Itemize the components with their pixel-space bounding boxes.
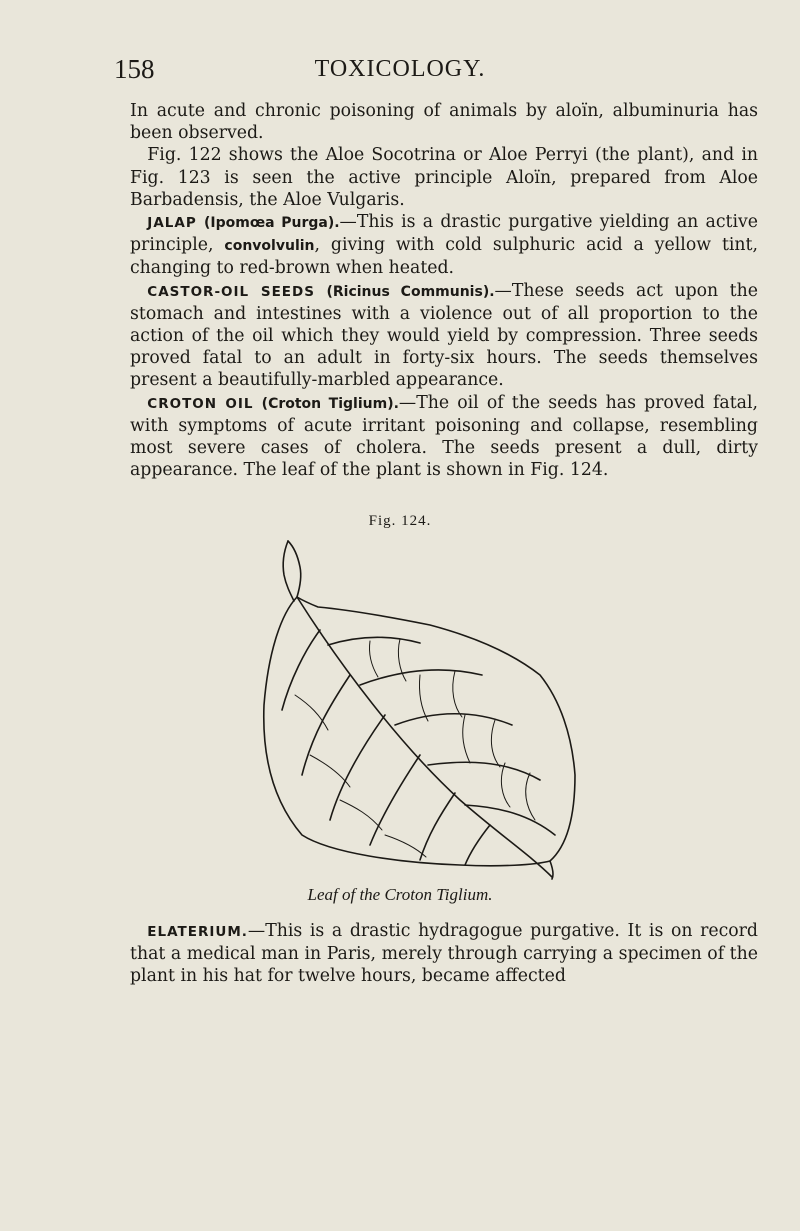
leaf-stalk <box>288 541 301 597</box>
croton-oil-text: —The oil of the seeds has proved fatal, with symptoms of acute irritant poisoning and collapse, resembling most severe cases of cholera. The seeds present a dull, dirty appearance. The leaf of the plant is shown in Fig. 124. <box>130 392 758 481</box>
elaterium-text: —This is a drastic hydragogue purgative. It is on record that a medical man in Paris, merely through carrying a specimen of the plant in his hat for twelve hours, became affected <box>130 921 758 987</box>
castor-oil-text: —These seeds act upon the stomach and intestines with a violence out of all proportion to the action of the oil which they would yield by compression. Three seeds proved fatal to an adult in forty-six hours. The seeds themselves present a beautifully-marbled appearance. <box>130 280 758 391</box>
elaterium-heading: ELATERIUM. <box>147 924 248 940</box>
jalap-text-b: , giving with cold sulphuric acid a yellow tint, changing to red-brown when heated. <box>130 235 758 279</box>
castor-oil-scientific-name: (Ricinus Communis). <box>326 283 495 300</box>
figure-label: Fig. 124. <box>368 513 432 529</box>
croton-leaf-illustration <box>250 535 620 880</box>
paragraph-elaterium <box>130 920 758 988</box>
jalap-text-a: —This is a drastic purgative yielding an active principle, <box>130 212 759 256</box>
castor-oil-heading: CASTOR-OIL SEEDS <box>147 283 315 300</box>
paragraph-aloin: In acute and chronic poisoning of animals by aloïn, albuminuria has been observed. <box>130 101 758 144</box>
page-number: 158 <box>114 54 155 84</box>
paragraph-fig-122: Fig. 122 shows the Aloe Socotrina or Aloe Perryi (the plant), and in Fig. 123 is seen the active principle Aloïn, prepared from Aloe Barbadensis, the Aloe Vulgaris. <box>130 145 758 210</box>
leaf-midrib <box>297 597 552 877</box>
figure-caption: Leaf of the Croton Tiglium. <box>307 885 493 904</box>
croton-oil-heading: CROTON OIL <box>147 395 254 412</box>
jalap-heading: JALAP <box>147 215 197 232</box>
convolvulin-term: convolvulin <box>224 238 315 255</box>
leaf-outline <box>264 597 575 866</box>
paragraph-jalap <box>130 211 758 280</box>
body-text-top <box>130 100 758 481</box>
jalap-scientific-name: (Ipomœa Purga). <box>203 215 340 232</box>
body-text-bottom <box>130 920 758 988</box>
running-head: TOXICOLOGY. <box>314 56 486 82</box>
croton-oil-scientific-name: (Croton Tiglium). <box>261 395 399 412</box>
paragraph-castor-oil <box>130 280 758 392</box>
page-header <box>0 54 800 84</box>
paragraph-croton-oil <box>130 392 758 482</box>
